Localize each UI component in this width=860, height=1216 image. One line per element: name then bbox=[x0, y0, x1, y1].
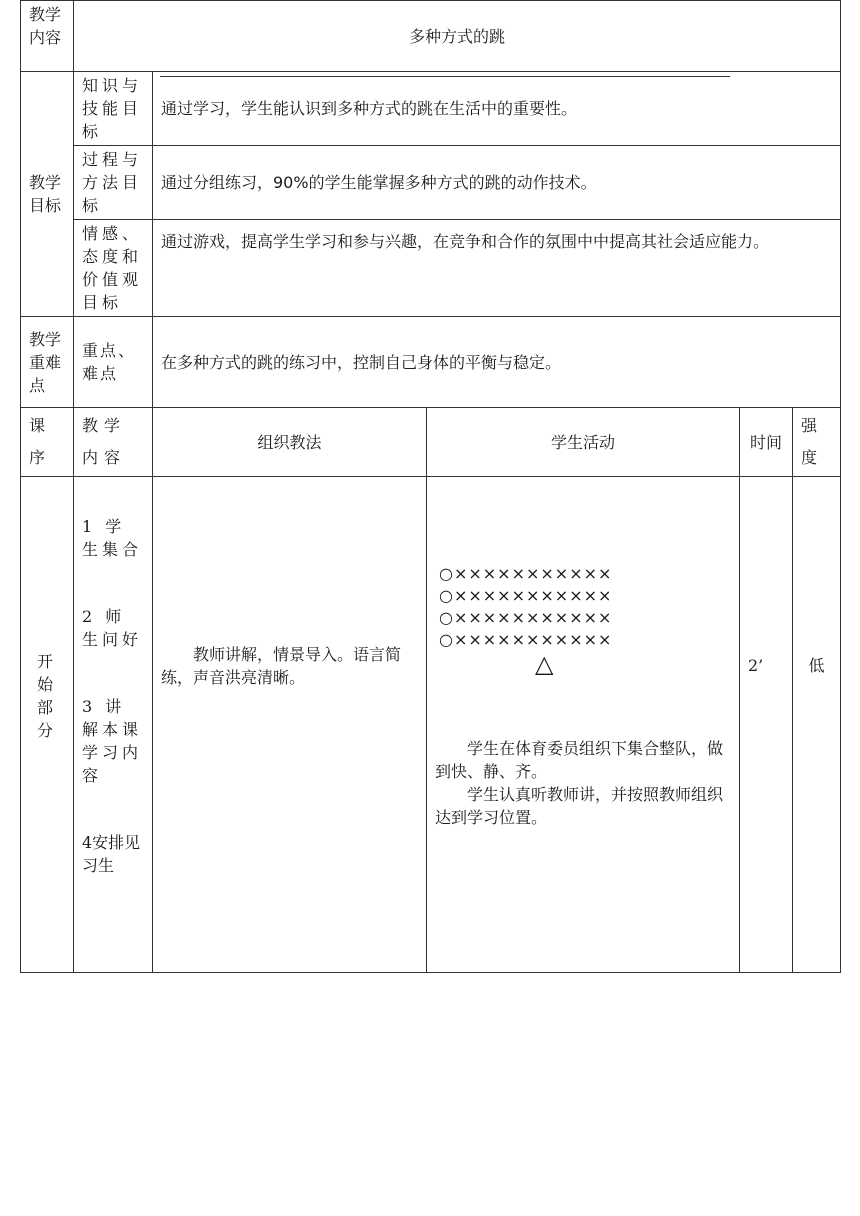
col-time: 时间 bbox=[740, 408, 793, 477]
objective-text: 通过分组练习，90%的学生能掌握多种方式的跳的动作技术。 bbox=[153, 146, 841, 220]
part-activity bbox=[427, 477, 740, 973]
part-items bbox=[74, 477, 153, 973]
column-header-row bbox=[21, 408, 841, 477]
col-activity: 学生活动 bbox=[427, 408, 740, 477]
key-points-label: 教学重难点 bbox=[21, 317, 74, 408]
content-row bbox=[21, 1, 841, 72]
col-intensity: 强度 bbox=[793, 408, 841, 477]
part-item: 4安排见习生 bbox=[82, 832, 141, 875]
objective-row bbox=[21, 72, 841, 146]
key-points-sub: 重点、难点 bbox=[74, 317, 153, 408]
part-row bbox=[21, 477, 841, 973]
formation-row: ○××××××××××× bbox=[439, 563, 613, 583]
objective-row bbox=[21, 146, 841, 220]
formation-diagram bbox=[435, 563, 731, 677]
lesson-plan-table bbox=[20, 0, 841, 973]
key-points-text: 在多种方式的跳的练习中，控制自己身体的平衡与稳定。 bbox=[153, 317, 841, 408]
part-name: 开始部分 bbox=[21, 477, 74, 973]
part-time: 2’ bbox=[740, 477, 793, 973]
objective-row bbox=[21, 220, 841, 317]
teacher-triangle-icon: △ bbox=[535, 649, 554, 678]
lesson-title: 多种方式的跳 bbox=[74, 1, 841, 72]
col-content: 教学内容 bbox=[74, 408, 153, 477]
divider-line bbox=[160, 76, 730, 77]
formation-row: ○××××××××××× bbox=[439, 607, 613, 627]
part-item: 2 师生问好 bbox=[82, 606, 143, 649]
formation-row: ○××××××××××× bbox=[439, 585, 613, 605]
part-item: 1 学生集合 bbox=[82, 516, 143, 559]
objectives-label: 教学目标 bbox=[21, 72, 74, 317]
part-method: 教师讲解，情景导入。语言简练，声音洪亮清晰。 bbox=[153, 477, 427, 973]
objective-name: 情感、态度和价值观目标 bbox=[74, 220, 153, 317]
objective-name: 过程与方法目标 bbox=[74, 146, 153, 220]
activity-text: 学生认真听教师讲，并按照教师组织达到学习位置。 bbox=[435, 784, 724, 827]
col-order: 课序 bbox=[21, 408, 74, 477]
activity-text: 学生在体育委员组织下集合整队，做到快、静、齐。 bbox=[435, 738, 724, 781]
col-method: 组织教法 bbox=[153, 408, 427, 477]
key-points-row bbox=[21, 317, 841, 408]
part-item: 3 讲解本课学习内容 bbox=[82, 696, 143, 785]
formation-row: ○××××××××××× bbox=[439, 629, 613, 649]
objective-name: 知识与技能目标 bbox=[74, 72, 153, 146]
objective-text: 通过学习，学生能认识到多种方式的跳在生活中的重要性。 bbox=[153, 72, 841, 146]
part-intensity: 低 bbox=[793, 477, 841, 973]
objective-text: 通过游戏，提高学生学习和参与兴趣，在竞争和合作的氛围中中提高其社会适应能力。 bbox=[153, 220, 841, 317]
content-label: 教学内容 bbox=[21, 1, 74, 72]
